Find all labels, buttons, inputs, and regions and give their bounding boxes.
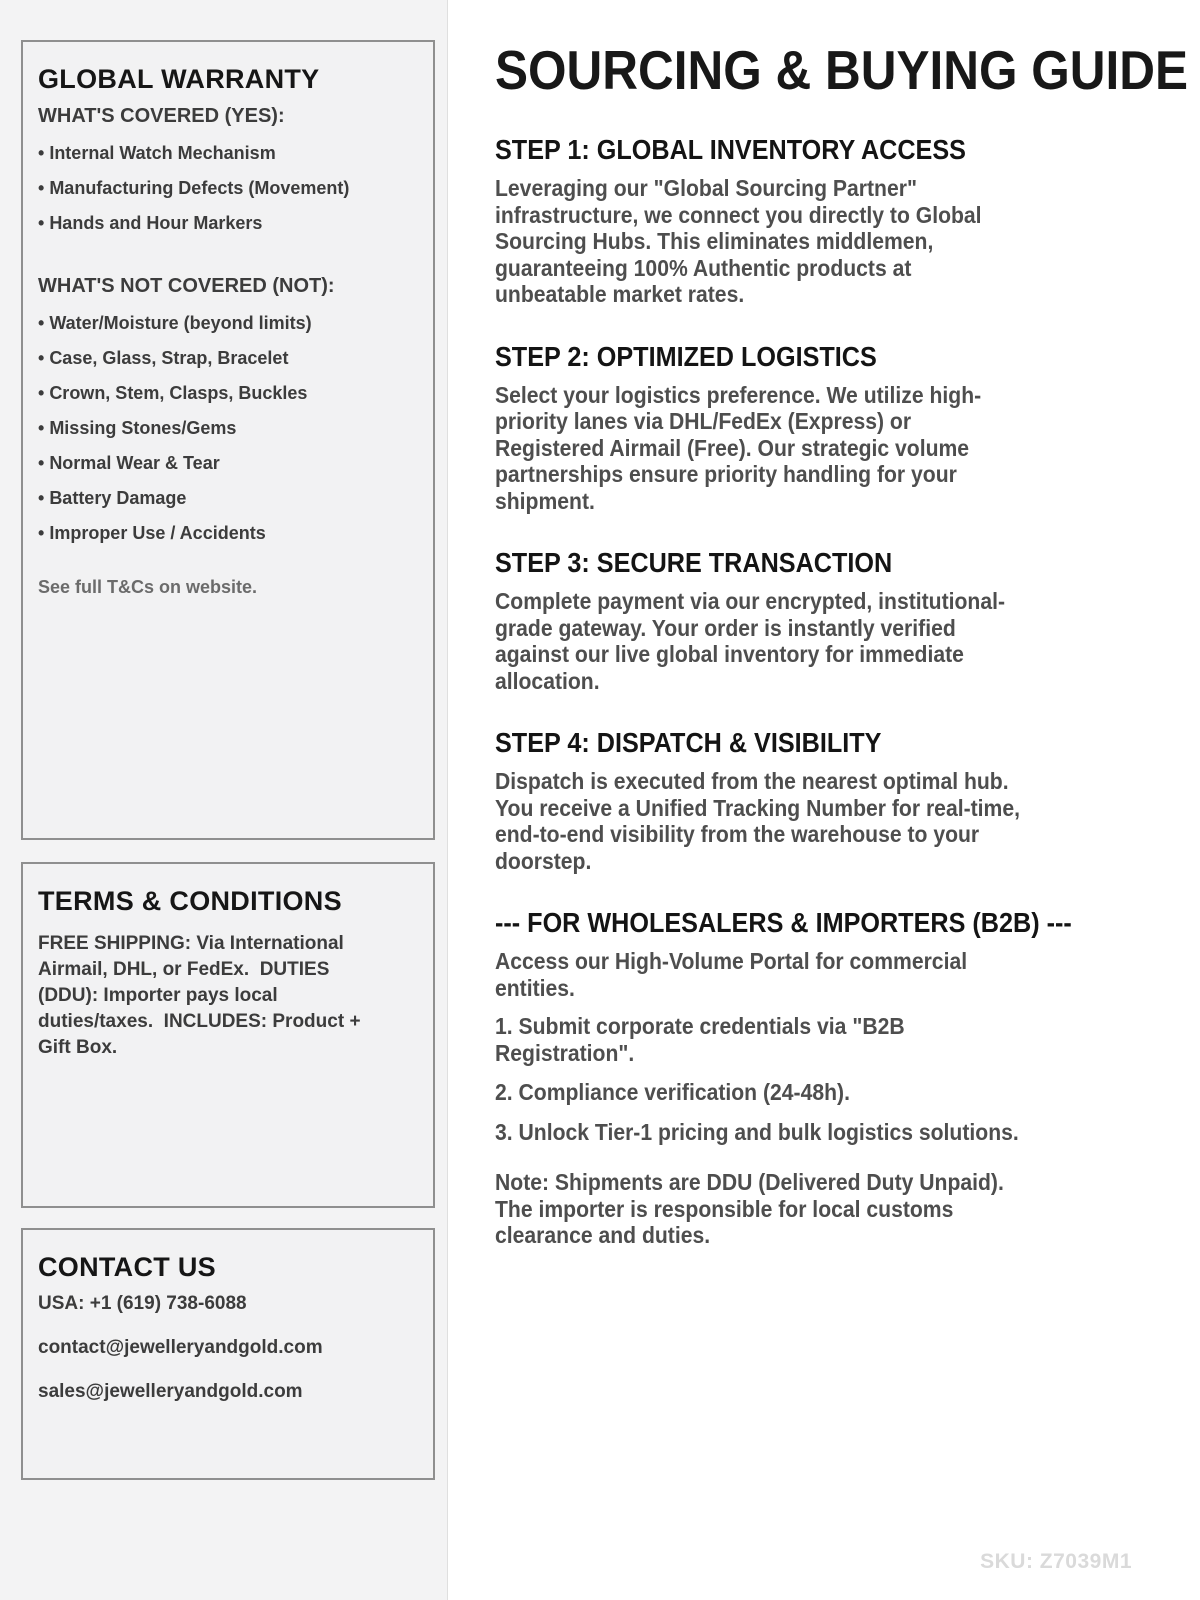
contact-title: CONTACT US xyxy=(38,1252,216,1282)
step-4-body: Dispatch is executed from the nearest optimal hub. You receive a Unified Tracking Number for real-time, end-to-end visibility from the warehouse to your doorstep. xyxy=(495,768,1020,874)
b2b-section xyxy=(495,907,1125,1249)
warranty-footnote: See full T&Cs on website. xyxy=(38,577,258,597)
b2b-heading: --- FOR WHOLESALERS & IMPORTERS (B2B) --- xyxy=(495,907,1072,938)
step-2-heading: STEP 2: OPTIMIZED LOGISTICS xyxy=(495,340,877,372)
contact-us-box xyxy=(21,1228,435,1480)
b2b-item-2: 2. Compliance verification (24-48h). xyxy=(495,1079,850,1105)
b2b-item-3: 3. Unlock Tier-1 pricing and bulk logistics solutions. xyxy=(495,1118,1019,1145)
contact-email-sales: sales@jewelleryandgold.com xyxy=(38,1381,303,1402)
warranty-not-covered-item: • Improper Use / Accidents xyxy=(38,516,417,551)
step-4-heading: STEP 4: DISPATCH & VISIBILITY xyxy=(495,727,882,758)
terms-title: TERMS & CONDITIONS xyxy=(38,886,342,916)
sourcing-guide-main xyxy=(448,0,1200,1600)
contact-phone: USA: +1 (619) 738-6088 xyxy=(38,1293,247,1314)
warranty-not-covered-item: • Case, Glass, Strap, Bracelet xyxy=(38,341,417,376)
warranty-covered-title: WHAT'S COVERED (YES): xyxy=(38,105,285,127)
info-sidebar xyxy=(0,0,448,1600)
step-2-section xyxy=(495,341,1125,515)
warranty-covered-list xyxy=(38,136,417,241)
step-1-body: Leveraging our "Global Sourcing Partner" infrastructure, we connect you directly to Global Sourcing Hubs. This eliminates middlemen, guaranteeing 100% Authentic products at unbeatable market rates. xyxy=(495,175,982,307)
b2b-item-1: 1. Submit corporate credentials via "B2B Registration". xyxy=(495,1013,905,1066)
step-3-section xyxy=(495,547,1125,694)
warranty-covered-item: • Internal Watch Mechanism xyxy=(38,136,417,171)
warranty-not-covered-item: • Crown, Stem, Clasps, Buckles xyxy=(38,376,417,411)
step-3-heading: STEP 3: SECURE TRANSACTION xyxy=(495,547,893,578)
step-1-heading: STEP 1: GLOBAL INVENTORY ACCESS xyxy=(495,134,966,165)
b2b-intro: Access our High-Volume Portal for commercial entities. xyxy=(495,948,968,1001)
warranty-not-covered-item: • Water/Moisture (beyond limits) xyxy=(38,306,417,341)
terms-body: FREE SHIPPING: Via International Airmail, DHL, or FedEx. DUTIES (DDU): Importer pays local duties/taxes. INCLUDES: Product + Gift Box. xyxy=(38,933,366,1058)
warranty-not-covered-item: • Missing Stones/Gems xyxy=(38,411,417,446)
warranty-covered-item: • Hands and Hour Markers xyxy=(38,206,417,241)
warranty-not-covered-list xyxy=(38,306,417,551)
warranty-covered-item: • Manufacturing Defects (Movement) xyxy=(38,171,417,206)
page-title: SOURCING & BUYING GUIDE xyxy=(495,39,1189,101)
warranty-not-covered-item: • Battery Damage xyxy=(38,481,417,516)
global-warranty-box xyxy=(21,40,435,840)
sku-label: SKU: Z7039M1 xyxy=(980,1550,1132,1573)
step-4-section xyxy=(495,727,1125,874)
step-3-body: Complete payment via our encrypted, institutional-grade gateway. Your order is instantly verified against our live global inventory for immediate allocation. xyxy=(495,588,1006,694)
terms-conditions-box xyxy=(21,862,435,1208)
b2b-note: Note: Shipments are DDU (Delivered Duty Unpaid). The importer is responsible for local customs clearance and duties. xyxy=(495,1169,1004,1248)
step-2-body: Select your logistics preference. We utilize high-priority lanes via DHL/FedEx (Express) or Registered Airmail (Free). Our strategic volume partnerships ensure priority handling for your shipment. xyxy=(495,381,982,514)
warranty-not-covered-title: WHAT'S NOT COVERED (NOT): xyxy=(38,275,335,297)
sourcing-guide-content xyxy=(495,38,1189,1249)
contact-email-primary: contact@jewelleryandgold.com xyxy=(38,1337,323,1358)
warranty-not-covered-item: • Normal Wear & Tear xyxy=(38,446,417,481)
step-1-section xyxy=(495,134,1125,308)
warranty-title: GLOBAL WARRANTY xyxy=(38,64,320,94)
